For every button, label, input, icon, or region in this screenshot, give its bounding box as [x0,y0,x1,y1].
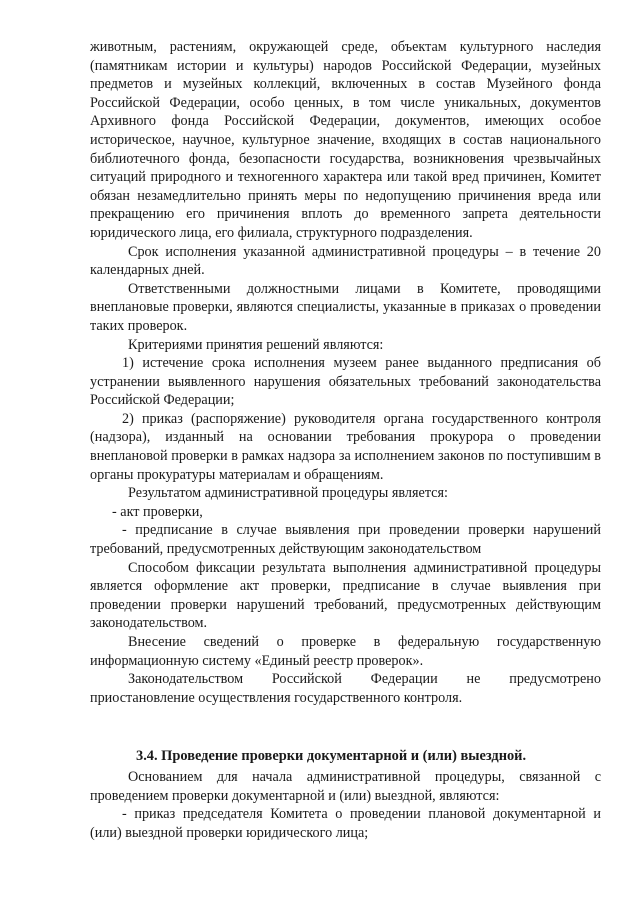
paragraph-responsible-officials: Ответственными должностными лицами в Комитете, проводящими внеплановые проверки, являются специалисты, указанные в приказах о проведении таких проверок. [90,280,601,334]
paragraph-registry: Внесение сведений о проверке в федеральную государственную информационную систему «Единый реестр проверок». [90,634,601,669]
criteria-item-1: 1) истечение срока исполнения музеем ранее выданного предписания об устранении выявленного нарушения обязательных требований законодательства Российской Федерации; [90,355,601,409]
paragraph-no-suspension: Законодательством Российской Федерации не предусмотрено приостановление осуществления государственного контроля. [90,671,601,706]
paragraph-fixation-method: Способом фиксации результата выполнения административной процедуры является оформление акт проверки, предписание в случае выявления при проведении проверки нарушений требований, предусмотренных действующим законодательством. [90,559,601,632]
paragraph-result-intro: Результатом административной процедуры является: [128,485,448,502]
result-item-prescription: - предписание в случае выявления при проведении проверки нарушений требований, предусмотренных действующим законодательством [90,522,601,558]
paragraph-section-basis: Основанием для начала административной процедуры, связанной с проведением проверки документарной и (или) выездной, являются: [90,768,601,804]
paragraph-criteria-intro: Критериями принятия решений являются: [128,336,384,353]
paragraph-deadline: Срок исполнения указанной административной процедуры – в течение 20 календарных дней. [90,243,601,279]
section-item-order: - приказ председателя Комитета о проведении плановой документарной и (или) выездной проверки юридического лица; [90,806,601,841]
result-item-act: - акт проверки, [112,503,203,520]
section-heading: 3.4. Проведение проверки документарной и (или) выездной. [136,748,527,765]
criteria-item-2: 2) приказ (распоряжение) руководителя органа государственного контроля (надзора), изданный на основании требования прокурора о проведении внеплановой проверки в рамках надзора за исполнением законов по поступившим в органы прокуратуры материалам и обращениям. [90,410,601,483]
paragraph-harm-prevention: животным, растениям, окружающей среде, объектам культурного наследия (памятникам истории и культуры) народов Российской Федерации, музейных предметов и музейных коллекций, включенных в состав Музейного фонда Российской Федерации, особо ценных, в том числе уникальных, документов Архивного фонда Российской Федерации, документов, имеющих особое историческое, научное, культурное значение, входящих в состав национального библиотечного фонда, безопасности государства, возникновения чрезвычайных ситуаций природного и техногенного характера или такой вред причинен, Комитет обязан незамедлительно принять меры по недопущению причинения вреда или прекращению его причинения вплоть до временного запрета деятельности юридического лица, его филиала, структурного подразделения. [90,39,601,241]
